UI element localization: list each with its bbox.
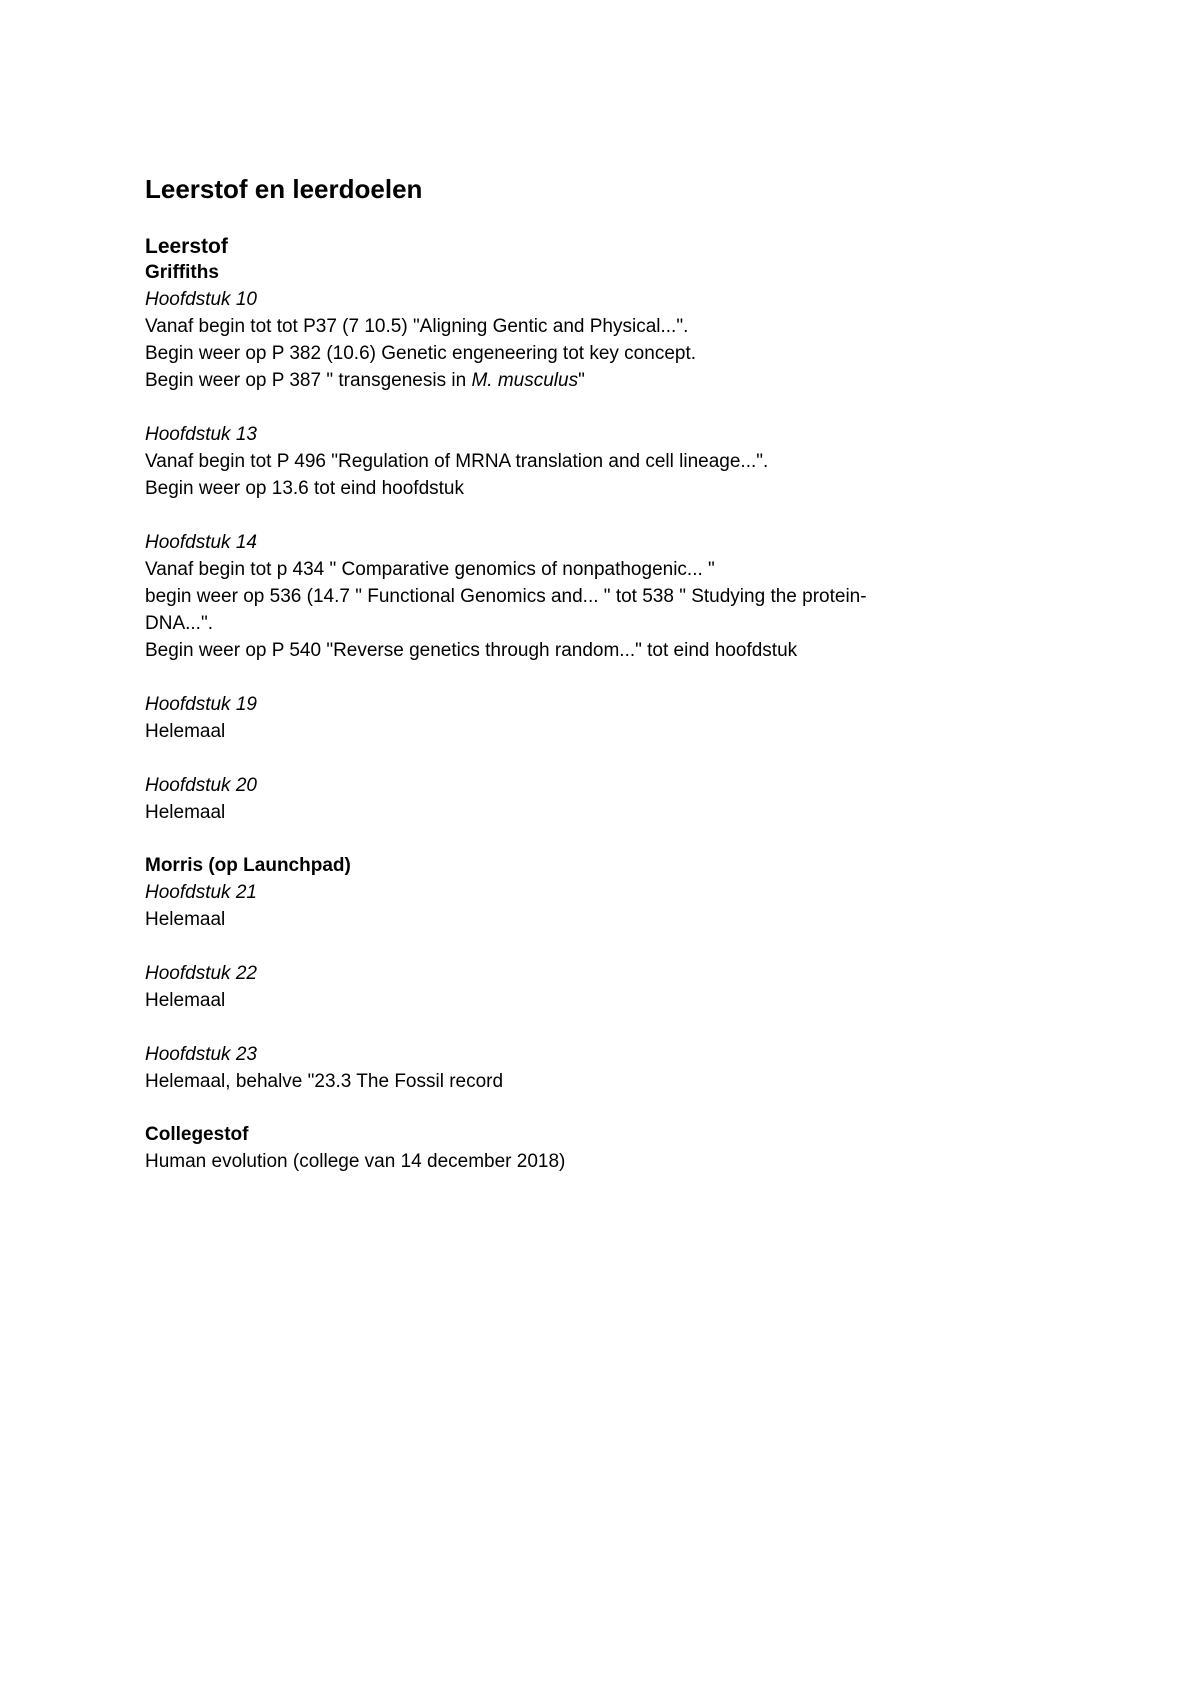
spacer bbox=[145, 502, 1045, 529]
spacer bbox=[145, 664, 1045, 691]
chapter-heading-13: Hoofdstuk 13 bbox=[145, 424, 257, 445]
chapter-heading-10: Hoofdstuk 10 bbox=[145, 289, 257, 310]
spacer bbox=[145, 826, 1045, 853]
chapter-10-line-3 bbox=[145, 367, 1045, 394]
chapter-20-text: Helemaal bbox=[145, 802, 226, 823]
chapter-block-22 bbox=[145, 960, 1045, 1014]
chapter-10-line-2: Begin weer op P 382 (10.6) Genetic engeneering tot key concept. bbox=[145, 343, 697, 364]
section-heading-leerstof: Leerstof bbox=[145, 235, 228, 258]
chapter-block-23 bbox=[145, 1041, 1045, 1095]
chapter-heading-20: Hoofdstuk 20 bbox=[145, 775, 257, 796]
collegestof-heading: Collegestof bbox=[145, 1124, 249, 1145]
book-heading-griffiths: Griffiths bbox=[145, 262, 219, 283]
spacer bbox=[145, 1095, 1045, 1122]
book-heading-morris: Morris (op Launchpad) bbox=[145, 855, 351, 876]
species-name: M. musculus bbox=[471, 370, 579, 391]
spacer bbox=[145, 745, 1045, 772]
chapter-23-text: Helemaal, behalve "23.3 The Fossil record bbox=[145, 1071, 504, 1092]
chapter-14-line-1: Vanaf begin tot p 434 " Comparative genomics of nonpathogenic... " bbox=[145, 559, 715, 580]
chapter-heading-21: Hoofdstuk 21 bbox=[145, 882, 257, 903]
chapter-10-line-3-suffix: " bbox=[578, 370, 585, 391]
chapter-10-line-3-prefix: Begin weer op P 387 " transgenesis in bbox=[145, 370, 472, 391]
chapter-22-text: Helemaal bbox=[145, 990, 226, 1011]
chapter-heading-22: Hoofdstuk 22 bbox=[145, 963, 257, 984]
chapter-block-19 bbox=[145, 691, 1045, 745]
chapter-block-20 bbox=[145, 772, 1045, 826]
chapter-13-line-2: Begin weer op 13.6 tot eind hoofdstuk bbox=[145, 478, 465, 499]
chapter-14-line-3: DNA...". bbox=[145, 613, 213, 634]
chapter-heading-23: Hoofdstuk 23 bbox=[145, 1044, 257, 1065]
chapter-block-14 bbox=[145, 529, 1045, 664]
collegestof-text: Human evolution (college van 14 december 2018) bbox=[145, 1151, 566, 1172]
document-page bbox=[145, 170, 1045, 1175]
chapter-heading-19: Hoofdstuk 19 bbox=[145, 694, 257, 715]
chapter-block-21 bbox=[145, 879, 1045, 933]
spacer bbox=[145, 394, 1045, 421]
chapter-19-text: Helemaal bbox=[145, 721, 226, 742]
chapter-10-line-1: Vanaf begin tot tot P37 (7 10.5) "Aligning Gentic and Physical...". bbox=[145, 316, 689, 337]
chapter-heading-14: Hoofdstuk 14 bbox=[145, 532, 257, 553]
spacer bbox=[145, 933, 1045, 960]
chapter-14-line-2: begin weer op 536 (14.7 " Functional Genomics and... " tot 538 " Studying the protein- bbox=[145, 586, 867, 607]
chapter-14-line-4: Begin weer op P 540 "Reverse genetics through random..." tot eind hoofdstuk bbox=[145, 640, 798, 661]
chapter-13-line-1: Vanaf begin tot P 496 "Regulation of MRNA translation and cell lineage...". bbox=[145, 451, 769, 472]
spacer bbox=[145, 1014, 1045, 1041]
chapter-block-10 bbox=[145, 286, 1045, 394]
page-title: Leerstof en leerdoelen bbox=[145, 174, 423, 204]
chapter-block-13 bbox=[145, 421, 1045, 502]
chapter-21-text: Helemaal bbox=[145, 909, 226, 930]
